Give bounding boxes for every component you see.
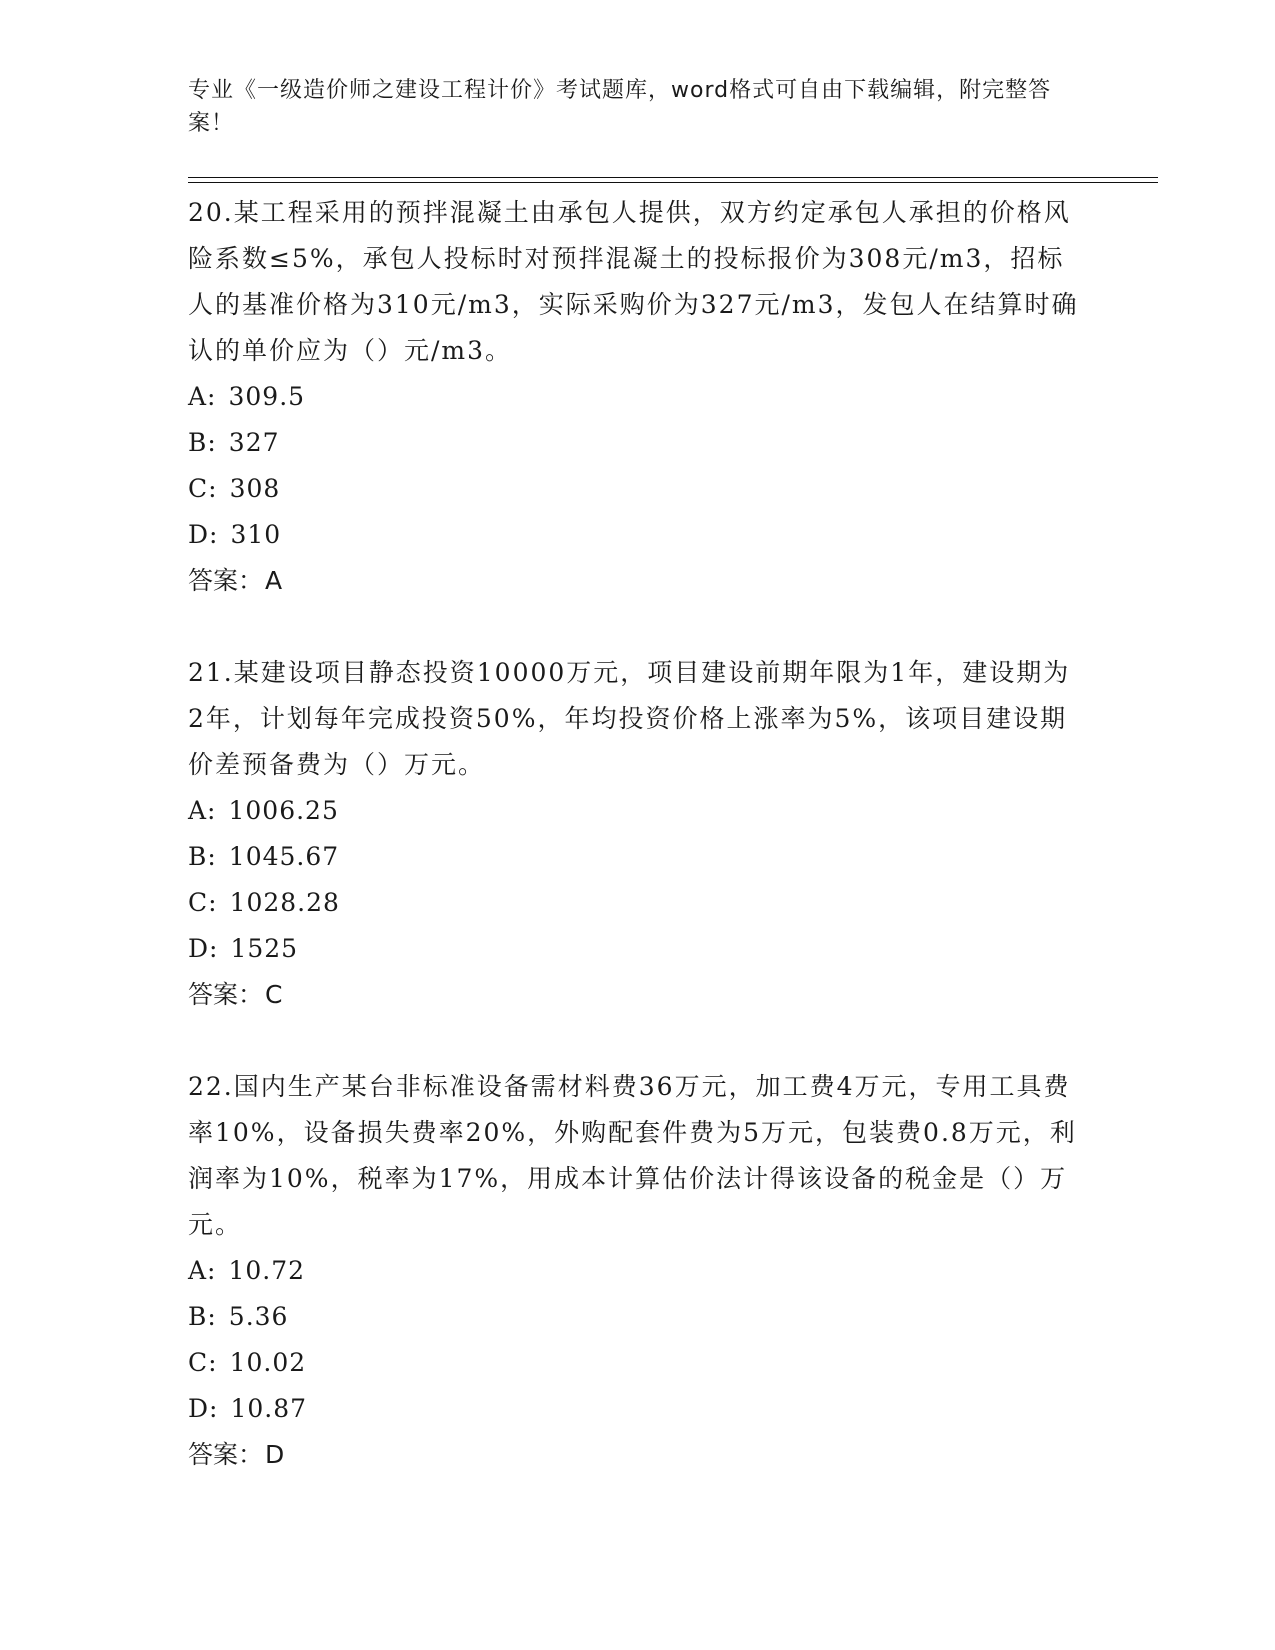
option-letter: D: — [188, 520, 219, 549]
option-text: 1028.28 — [229, 888, 340, 917]
question-stem: 22.国内生产某台非标准设备需材料费36万元，加工费4万元，专用工具费率10%，设备损失费率20%，外购配套件费为5万元，包装费0.8万元，利润率为10%，税率为17%，用成本计算估价法计得该设备的税金是（）万元。 — [188, 1072, 1077, 1239]
answer-line — [188, 1432, 1088, 1478]
answer-label: 答案： — [188, 1440, 264, 1469]
option-b — [188, 1294, 1088, 1340]
header-rule-bottom — [188, 182, 1158, 183]
option-c — [188, 1340, 1088, 1386]
option-text: 1045.67 — [228, 842, 340, 871]
option-letter: C: — [188, 888, 218, 917]
option-letter: C: — [188, 1348, 218, 1377]
option-letter: D: — [188, 934, 219, 963]
option-letter: C: — [188, 474, 218, 503]
option-a — [188, 788, 1088, 834]
answer-value: D — [265, 1440, 285, 1469]
question-stem: 20.某工程采用的预拌混凝土由承包人提供，双方约定承包人承担的价格风险系数≤5%，承包人投标时对预拌混凝土的投标报价为308元/m3，招标人的基准价格为310元/m3，实际采购价为327元/m3，发包人在结算时确认的单价应为（）元/m3。 — [188, 198, 1079, 365]
option-d — [188, 1386, 1088, 1432]
option-letter: B: — [188, 1302, 217, 1331]
option-d — [188, 926, 1088, 972]
option-text: 309.5 — [228, 382, 306, 411]
question-stem: 21.某建设项目静态投资10000万元，项目建设前期年限为1年，建设期为2年，计划每年完成投资50%，年均投资价格上涨率为5%，该项目建设期价差预备费为（）万元。 — [188, 658, 1071, 779]
option-text: 308 — [229, 474, 281, 503]
answer-label: 答案： — [188, 566, 264, 595]
answer-value: C — [265, 980, 283, 1009]
question-list — [188, 190, 1088, 1478]
option-letter: B: — [188, 842, 217, 871]
answer-line — [188, 972, 1088, 1018]
option-a — [188, 1248, 1088, 1294]
option-text: 1006.25 — [228, 796, 339, 825]
question-22 — [188, 1064, 1088, 1478]
question-21 — [188, 650, 1088, 1018]
option-b — [188, 420, 1088, 466]
option-c — [188, 466, 1088, 512]
option-letter: A: — [188, 796, 217, 825]
header-rule-top — [188, 177, 1158, 178]
answer-value: A — [265, 566, 283, 595]
answer-line — [188, 558, 1088, 604]
document-header: 专业《一级造价师之建设工程计价》考试题库，word格式可自由下载编辑，附完整答案！ — [188, 78, 1052, 136]
spacer — [188, 604, 1088, 650]
option-text: 10.87 — [230, 1394, 308, 1423]
option-text: 10.02 — [229, 1348, 307, 1377]
option-b — [188, 834, 1088, 880]
answer-label: 答案： — [188, 980, 264, 1009]
spacer — [188, 1018, 1088, 1064]
option-d — [188, 512, 1088, 558]
option-text: 1525 — [230, 934, 299, 963]
option-letter: B: — [188, 428, 217, 457]
option-text: 5.36 — [228, 1302, 289, 1331]
option-letter: D: — [188, 1394, 219, 1423]
option-text: 310 — [230, 520, 282, 549]
option-text: 10.72 — [228, 1256, 306, 1285]
option-text: 327 — [228, 428, 280, 457]
option-a — [188, 374, 1088, 420]
option-c — [188, 880, 1088, 926]
option-letter: A: — [188, 382, 217, 411]
question-20 — [188, 190, 1088, 604]
option-letter: A: — [188, 1256, 217, 1285]
